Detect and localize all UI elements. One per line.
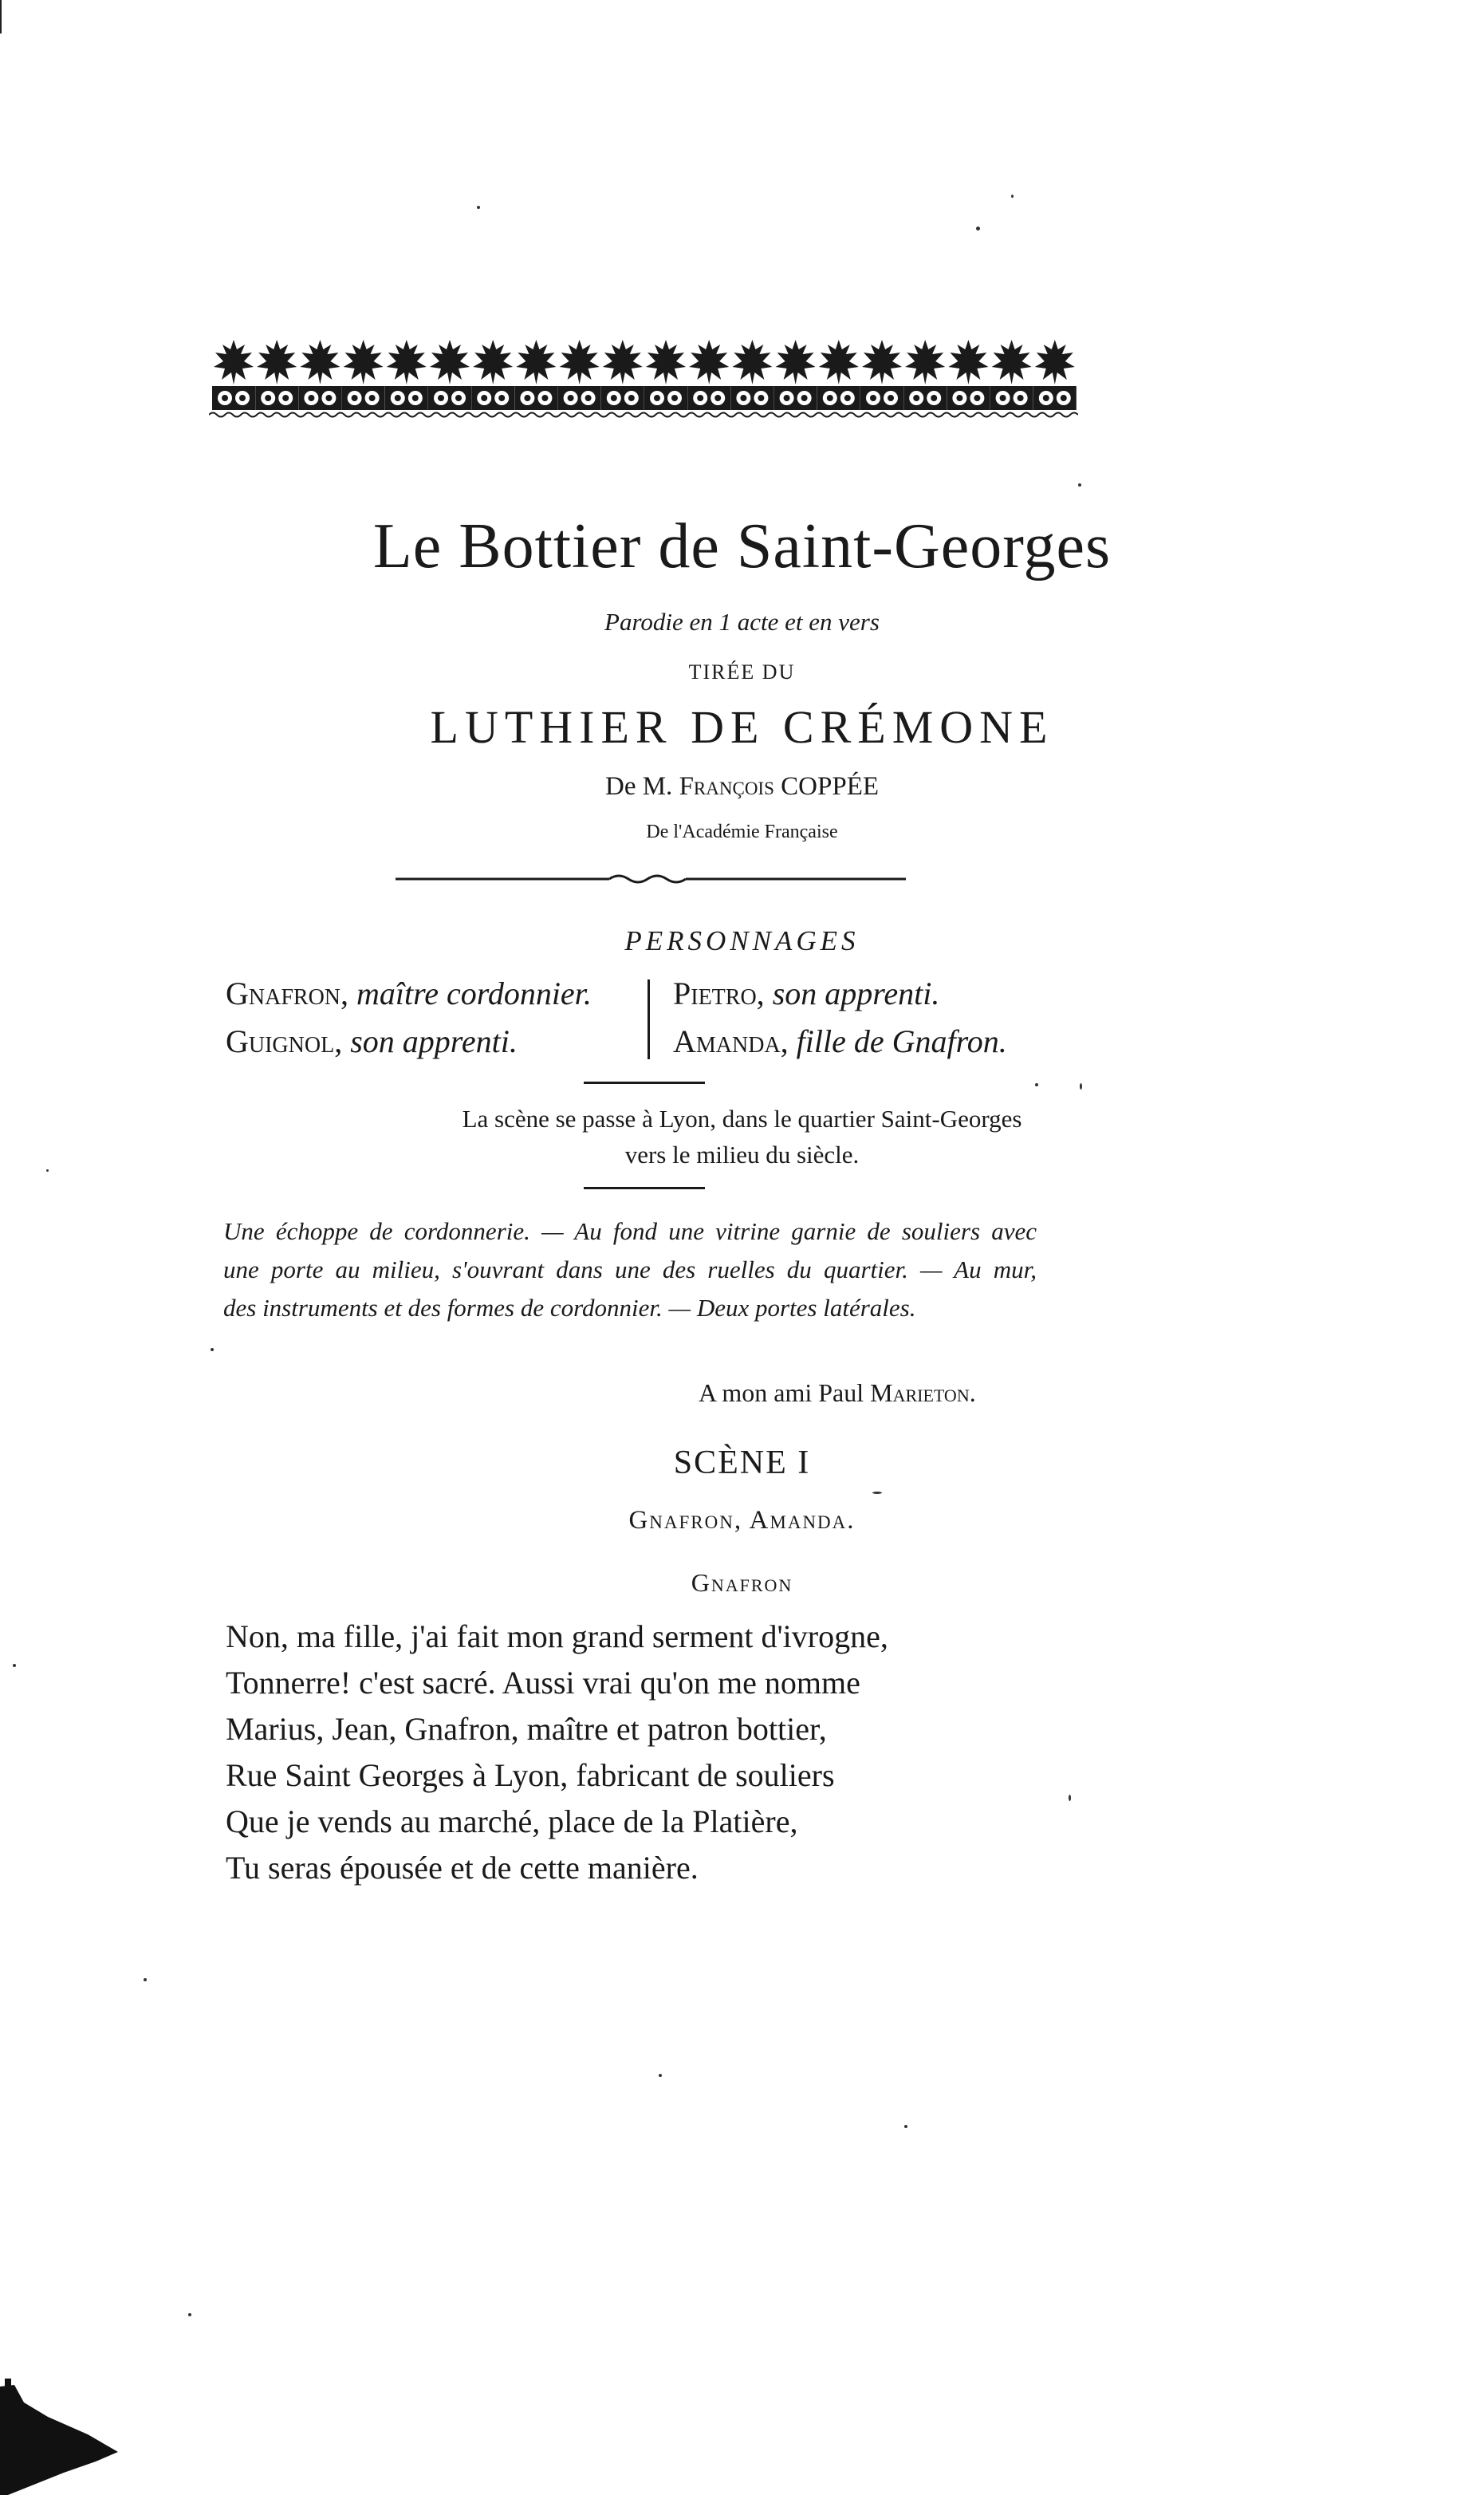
palmette-motif — [860, 340, 903, 410]
palmette-motif — [730, 340, 773, 410]
verse-line: Marius, Jean, Gnafron, maître et patron bottier, — [226, 1711, 827, 1747]
palmette-motif — [385, 340, 428, 410]
stage-directions — [223, 1212, 1037, 1327]
dedication-text: A mon ami Paul — [699, 1378, 864, 1407]
scan-speck — [659, 2074, 662, 2077]
verse-block — [226, 1614, 888, 1891]
cast-divider — [648, 979, 650, 1059]
author-prefix: De M. — [604, 772, 673, 801]
author-line — [0, 772, 1484, 802]
academie-line: De l'Académie Française — [646, 822, 838, 842]
cast-name: Guignol, — [226, 1023, 343, 1059]
scan-speck — [46, 1169, 49, 1172]
palmette-motif — [947, 340, 990, 410]
short-rule — [584, 1082, 705, 1084]
ornamental-headpiece — [209, 333, 1078, 421]
scan-speck — [1035, 1083, 1038, 1086]
scan-speck — [477, 206, 480, 209]
verse-line: Rue Saint Georges à Lyon, fabricant de souliers — [226, 1757, 835, 1793]
cast-name: Pietro, — [673, 976, 765, 1011]
location-line-2: vers le milieu du siècle. — [624, 1141, 860, 1169]
short-rule — [584, 1187, 705, 1189]
author-last-name: COPPÉE — [781, 772, 880, 801]
scene-characters: Gnafron, Amanda. — [628, 1506, 856, 1535]
scan-speck — [13, 1664, 16, 1667]
palmette-motif — [558, 340, 601, 410]
scan-artifact — [0, 2379, 120, 2495]
palmette-motif — [687, 340, 730, 410]
dedication — [699, 1378, 976, 1408]
cast-role: son apprenti. — [772, 976, 940, 1011]
palmette-motif — [471, 340, 514, 410]
palmette-motif — [514, 340, 557, 410]
cast-name: Gnafron, — [226, 976, 349, 1011]
verse-line: Que je vends au marché, place de la Platière, — [226, 1803, 798, 1839]
verse-line: Tu seras épousée et de cette manière. — [226, 1850, 699, 1886]
palmette-motif — [428, 340, 471, 410]
palmette-motif — [774, 340, 817, 410]
stage-direction-line: Une échoppe de cordonnerie. — Au fond une vitrine garnie de souliers avec — [223, 1217, 1037, 1245]
scan-speck — [211, 1348, 214, 1351]
palmette-motif — [1033, 340, 1077, 410]
ornamental-rule — [396, 869, 906, 889]
palmette-motif — [212, 340, 255, 410]
author-first-name: François — [679, 772, 774, 801]
scene-heading: SCÈNE I — [673, 1445, 811, 1481]
personnages-heading: PERSONNAGES — [624, 925, 860, 956]
tire-du-label: TIRÉE DU — [688, 660, 796, 684]
palmette-motif — [990, 340, 1033, 410]
scan-speck — [904, 2125, 907, 2128]
palmette-motif — [298, 340, 341, 410]
palmette-motif — [342, 340, 385, 410]
play-subtitle: Parodie en 1 acte et en vers — [604, 608, 880, 636]
cast-entry-amanda — [673, 1023, 1007, 1060]
cast-role: fille de Gnafron. — [796, 1023, 1007, 1059]
scan-speck — [1080, 1083, 1082, 1090]
source-title: LUTHIER DE CRÉMONE — [430, 701, 1054, 753]
palmette-motif — [817, 340, 860, 410]
cast-entry-guignol — [226, 1023, 518, 1060]
stage-direction-line: une porte au milieu, s'ouvrant dans une des ruelles du quartier. — Au mur, — [223, 1255, 1037, 1283]
dedication-name: Marieton. — [870, 1378, 976, 1407]
cast-role: son apprenti. — [350, 1023, 518, 1059]
palmette-motif — [601, 340, 644, 410]
palmette-motif — [644, 340, 687, 410]
play-title: Le Bottier de Saint-Georges — [372, 511, 1112, 581]
cast-entry-gnafron — [226, 975, 592, 1012]
palmette-motif — [255, 340, 298, 410]
scan-speck — [1011, 195, 1014, 198]
cast-role: maître cordonnier. — [356, 976, 592, 1011]
scan-speck — [1078, 483, 1081, 487]
scan-speck — [188, 2313, 191, 2316]
verse-line: Tonnerre! c'est sacré. Aussi vrai qu'on me nomme — [226, 1665, 860, 1701]
location-line-1: La scène se passe à Lyon, dans le quartier Saint-Georges — [462, 1105, 1022, 1133]
cast-name: Amanda, — [673, 1023, 789, 1059]
cast-entry-pietro — [673, 975, 939, 1012]
scan-speck — [976, 227, 980, 231]
verse-line: Non, ma fille, j'ai fait mon grand serment d'ivrogne, — [226, 1618, 888, 1654]
palmette-motif — [903, 340, 947, 410]
scan-speck — [1069, 1795, 1071, 1801]
scan-speck — [872, 1492, 882, 1494]
speaker-name: Gnafron — [691, 1568, 793, 1597]
scan-speck — [144, 1978, 147, 1981]
page-edge-mark — [0, 0, 2, 34]
stage-direction-line: des instruments et des formes de cordonnier. — Deux portes latérales. — [223, 1294, 916, 1322]
